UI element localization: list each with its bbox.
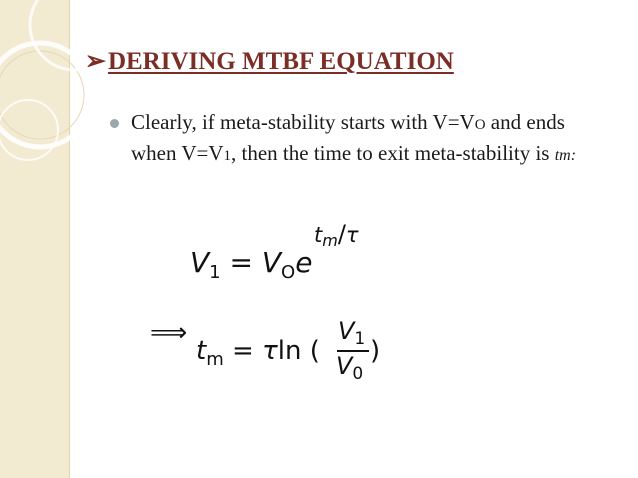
eq-symbol: V xyxy=(338,317,355,345)
eq-symbol: τ xyxy=(262,336,278,366)
eq-subscript: 1 xyxy=(354,329,366,349)
decorative-sidebar xyxy=(0,0,70,478)
eq-symbol: V xyxy=(336,352,353,380)
eq-subscript: m xyxy=(322,231,338,250)
bullet-item xyxy=(110,108,610,170)
arrow-bullet-icon: ➢ xyxy=(85,48,106,75)
eq-subscript: 1 xyxy=(209,262,221,283)
fraction-numerator xyxy=(338,317,366,349)
eq-symbol: V xyxy=(261,246,282,279)
bullet-text-part: O xyxy=(474,117,486,133)
eq-symbol: t xyxy=(314,223,323,247)
bullet-text-part: and ends when V=V xyxy=(131,110,565,165)
eq-symbol: e xyxy=(295,246,313,279)
eq-symbol: V xyxy=(190,246,210,279)
decorative-circles xyxy=(0,0,130,200)
eq-subscript: m xyxy=(206,349,224,370)
eq-slash: / xyxy=(337,220,346,248)
bullet-text-part: tm: xyxy=(554,147,577,164)
eq-equals: = xyxy=(223,336,263,366)
eq-paren: ) xyxy=(370,336,381,366)
eq-subscript: O xyxy=(281,262,296,283)
eq-ln: ln xyxy=(277,336,310,366)
eq-paren: ( xyxy=(309,336,320,366)
eq-subscript: 0 xyxy=(352,364,364,384)
eq-equals: = xyxy=(220,246,262,279)
eq-symbol: t xyxy=(196,336,207,366)
bullet-dot-icon xyxy=(110,119,119,128)
equation-logarithm xyxy=(196,336,320,370)
equation-exponential xyxy=(190,246,313,283)
implies-arrow-icon: ⟹ xyxy=(150,318,188,348)
bullet-text-part: Clearly, if meta-stability starts with V=V xyxy=(131,110,475,134)
eq-symbol: τ xyxy=(345,223,359,247)
equation-close-paren xyxy=(370,336,380,366)
bullet-text xyxy=(131,108,610,170)
bullet-text-part: , then the time to exit meta-stability is xyxy=(231,141,555,165)
fraction-denominator xyxy=(336,352,364,384)
heading-title: DERIVING MTBF EQUATION xyxy=(107,48,454,75)
equation-exponent xyxy=(314,220,359,248)
bullet-text-part: 1 xyxy=(223,148,232,164)
slide-heading xyxy=(85,46,454,76)
